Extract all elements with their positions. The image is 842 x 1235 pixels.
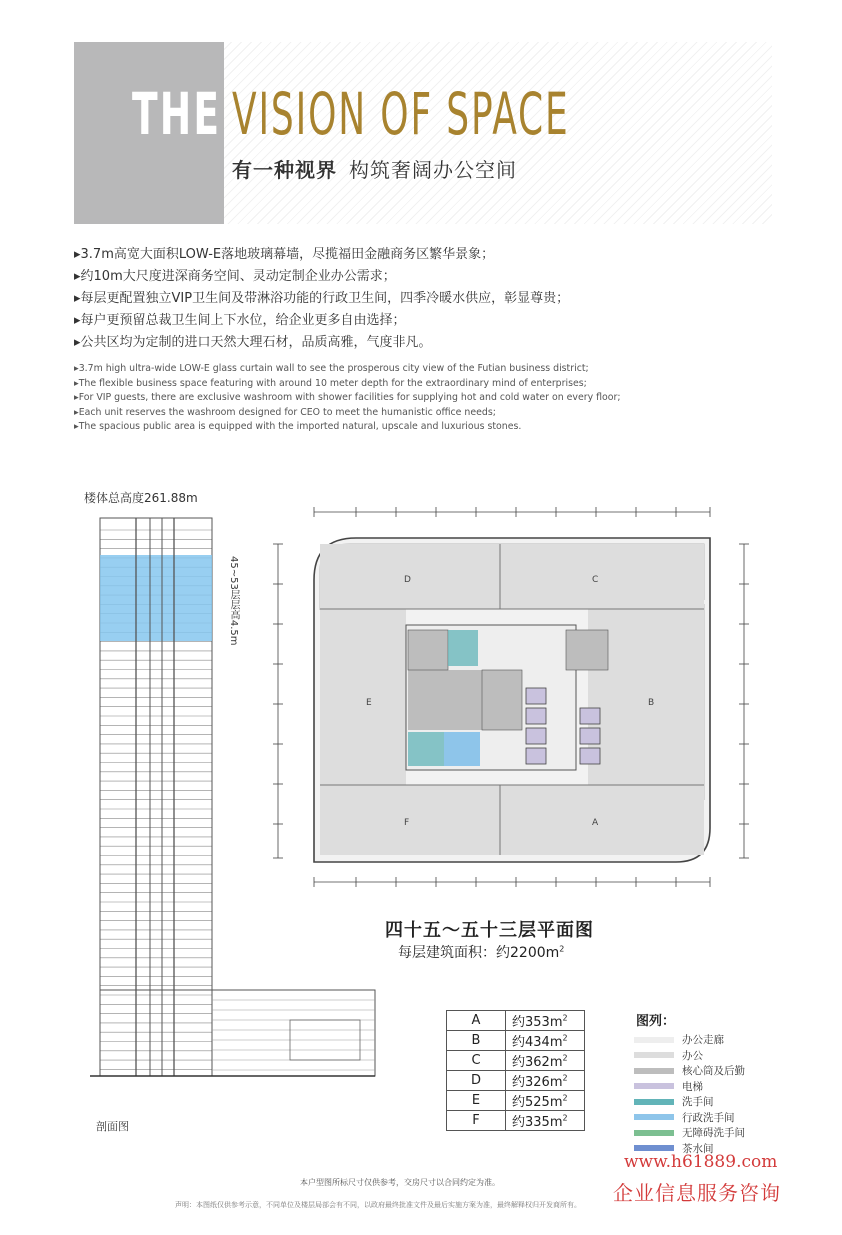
section-caption: 剖面图 <box>96 1120 129 1133</box>
watermark-text: 企业信息服务咨询 <box>613 1181 781 1205</box>
legend-swatch <box>634 1083 674 1089</box>
unit-label-b: B <box>648 698 655 708</box>
area-value-cell <box>506 1111 585 1131</box>
highlight-floors <box>100 555 212 641</box>
legend-swatch <box>634 1068 674 1074</box>
area-row <box>447 1071 585 1091</box>
legend-label: 茶水间 <box>682 1142 714 1155</box>
area-value-cell <box>506 1071 585 1091</box>
area-sup: 2 <box>562 1033 568 1043</box>
unit-label-e: E <box>366 698 372 708</box>
area-row <box>447 1031 585 1051</box>
title-vision-of-space: VISION OF SPACE <box>232 80 570 148</box>
area-value: 约353m <box>512 1015 563 1030</box>
subtitle-rest: 构筑奢阔办公空间 <box>349 158 517 182</box>
footer-note: 本户型图所标尺寸仅供参考，交房尺寸以合同约定为准。 <box>300 1178 500 1187</box>
floor-height-label: 45~53层层高4.5m <box>228 556 239 646</box>
unit-label-d: D <box>404 575 411 585</box>
legend-item <box>634 1048 745 1064</box>
legend <box>634 1032 745 1156</box>
floor-plan <box>270 500 750 900</box>
stair-core <box>482 670 522 730</box>
header-subtitle <box>232 154 517 183</box>
feature-en-item: ▸The spacious public area is equipped with the imported natural, upscale and luxurious stones. <box>74 421 522 433</box>
plan-area-text: 每层建筑面积：约2200m <box>398 945 560 961</box>
unit-e-area <box>320 609 406 785</box>
feature-en-item: ▸3.7m high ultra-wide LOW-E glass curtain wall to see the prosperous city view of the Futian business district; <box>74 363 589 374</box>
unit-label-c: C <box>592 575 599 585</box>
area-row <box>447 1051 585 1071</box>
plan-area-sup: 2 <box>559 944 565 954</box>
features-cn <box>74 244 569 354</box>
legend-swatch <box>634 1130 674 1136</box>
legend-swatch <box>634 1052 674 1058</box>
feature-cn-item: ▸约10m大尺度进深商务空间、灵动定制企业办公需求； <box>74 269 396 284</box>
feature-en-item: ▸The flexible business space featuring with around 10 meter depth for the extraordinary mind of enterprises; <box>74 377 587 389</box>
area-row <box>447 1011 585 1031</box>
area-sup: 2 <box>562 1053 568 1063</box>
area-sup: 2 <box>562 1073 568 1083</box>
plan-title: 四十五～五十三层平面图 <box>385 920 594 941</box>
unit-f-area <box>320 785 500 855</box>
legend-item <box>634 1032 745 1048</box>
area-sup: 2 <box>562 1093 568 1103</box>
area-table-body <box>447 1011 585 1131</box>
legend-label: 核心筒及后勤 <box>682 1065 745 1078</box>
area-unit: D <box>447 1071 506 1091</box>
area-value-cell <box>506 1011 585 1031</box>
area-value: 约525m <box>512 1095 563 1110</box>
core-room <box>408 630 448 670</box>
feature-cn-item: ▸3.7m高宽大面积LOW-E落地玻璃幕墙，尽揽福田金融商务区繁华景象； <box>74 247 495 262</box>
area-unit: A <box>447 1011 506 1031</box>
area-value-cell <box>506 1031 585 1051</box>
core-block <box>408 670 482 730</box>
legend-title: 图列： <box>636 1014 676 1029</box>
area-value-cell <box>506 1091 585 1111</box>
plan-area <box>398 942 564 962</box>
area-unit: B <box>447 1031 506 1051</box>
legend-label: 洗手间 <box>682 1096 714 1109</box>
area-table <box>446 1010 585 1131</box>
footer-disclaimer: 声明：本图纸仅供参考示意，不同单位及楼层局部会有不同，以政府最终批准文件及最后实施方案为准，最终解释权归开发商所有。 <box>175 1201 581 1209</box>
washroom <box>408 732 444 766</box>
feature-en-item: ▸Each unit reserves the washroom designed for CEO to meet the humanistic office needs; <box>74 406 496 418</box>
area-row <box>447 1091 585 1111</box>
podium-floors <box>212 1000 375 1070</box>
legend-item <box>634 1094 745 1110</box>
service-room <box>566 630 608 670</box>
area-unit: C <box>447 1051 506 1071</box>
unit-a-area <box>500 785 704 855</box>
feature-cn-item: ▸每户更预留总裁卫生间上下水位，给企业更多自由选择； <box>74 313 406 328</box>
legend-item <box>634 1125 745 1141</box>
area-unit: F <box>447 1111 506 1131</box>
legend-swatch <box>634 1114 674 1120</box>
unit-label-a: A <box>592 818 599 828</box>
watermark-url: www.h61889.com <box>624 1152 778 1172</box>
legend-label: 办公走廊 <box>682 1034 724 1047</box>
area-value: 约434m <box>512 1035 563 1050</box>
legend-item <box>634 1110 745 1126</box>
area-value: 约335m <box>512 1115 563 1130</box>
feature-en-item: ▸For VIP guests, there are exclusive washroom with shower facilities for supplying hot and cold water on every floor; <box>74 392 621 404</box>
tower-height-label: 楼体总高度261.88m <box>84 491 198 505</box>
executive-washroom <box>444 732 480 766</box>
area-value: 约362m <box>512 1055 563 1070</box>
legend-swatch <box>634 1099 674 1105</box>
legend-item <box>634 1079 745 1095</box>
podium-outline <box>100 990 375 1076</box>
title-the: THE <box>132 80 222 148</box>
subtitle-bold: 有一种视界 <box>232 158 337 182</box>
area-value-cell <box>506 1051 585 1071</box>
feature-cn-item: ▸每层更配置独立VIP卫生间及带淋浴功能的行政卫生间，四季冷暖水供应，彰显尊贵； <box>74 291 570 306</box>
legend-swatch <box>634 1145 674 1151</box>
legend-label: 办公 <box>682 1049 703 1062</box>
legend-item <box>634 1063 745 1079</box>
area-unit: E <box>447 1091 506 1111</box>
unit-c-area <box>500 544 704 609</box>
area-value: 约326m <box>512 1075 563 1090</box>
feature-cn-item: ▸公共区均为定制的进口天然大理石材，品质高雅，气度非凡。 <box>74 335 432 350</box>
area-row <box>447 1111 585 1131</box>
legend-label: 无障碍洗手间 <box>682 1127 745 1140</box>
features-en <box>74 362 621 435</box>
legend-label: 行政洗手间 <box>682 1111 735 1124</box>
legend-swatch <box>634 1037 674 1043</box>
area-sup: 2 <box>562 1013 568 1023</box>
washroom <box>448 630 478 666</box>
legend-label: 电梯 <box>682 1080 703 1093</box>
area-sup: 2 <box>562 1113 568 1123</box>
unit-label-f: F <box>404 818 410 828</box>
